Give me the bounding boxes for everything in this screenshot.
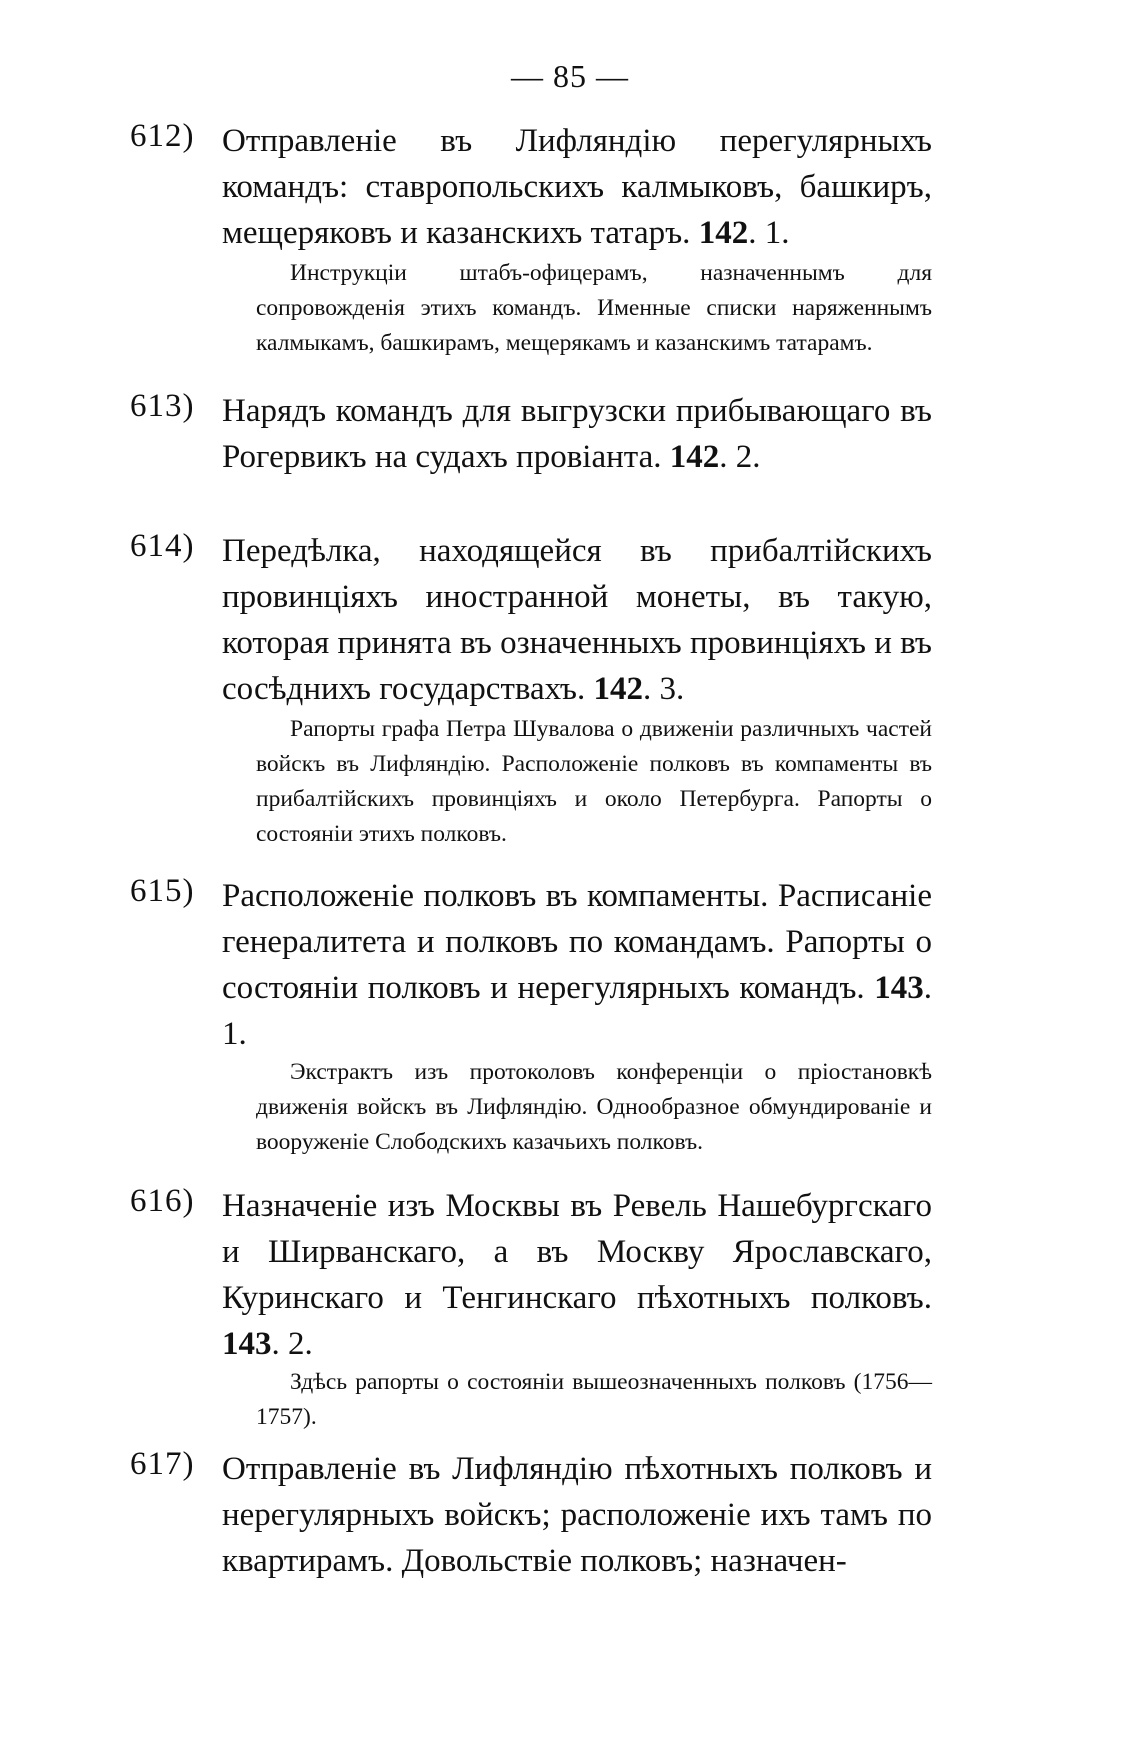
page-number: — 85 — [511,58,629,94]
entry-text: Отправленiе въ Лифляндiю пѣхотныхъ полковъ и нерегулярныхъ войскъ; расположенiе ихъ тамъ по квартирамъ. Довольствiе полковъ; назначен- [222,1451,932,1579]
archive-reference: 143 [874,970,924,1006]
entry-text: Отправленiе въ Лифляндiю перегулярныхъ командъ: ставропольскихъ калмыковъ, башкиръ, мещеряковъ и казанскихъ татаръ. 142. 1. [222,123,932,251]
entry-number: 612) [130,118,195,154]
archive-reference: 142 [698,215,749,251]
entry-number: 615) [130,873,195,909]
entry-note: Рапорты графа Петра Шувалова о движенiи различныхъ частей войскъ въ Лифляндiю. Расположенiе полковъ въ компаменты въ прибалтiйскихъ провинцiяхъ и около Петербурга. Рапорты о состоянiи этихъ полковъ. [256,716,932,847]
archive-reference: 142 [669,439,720,475]
entry-number: 613) [130,388,195,424]
entry-note: Инструкцiи штабъ-офицерамъ, назначеннымъ для сопровожденiя этихъ командъ. Именные списки наряженнымъ калмыкамъ, башкирамъ, мещерякамъ и казанскимъ татарамъ. [256,260,932,356]
entry-text: Расположенiе полковъ въ компаменты. Расписанiе генералитета и полковъ по командамъ. Рапорты о состоянiи полковъ и нерегулярныхъ командъ. 143. 1. [222,878,933,1052]
entry-number: 617) [130,1446,195,1482]
archive-reference: 142 [593,671,643,707]
entry-text: Назначенiе изъ Москвы въ Ревель Нашебургскаго и Ширванскаго, а въ Москву Ярославскаго, Куринскаго и Тенгинскаго пѣхотныхъ полковъ. 143. 2. [222,1188,932,1362]
entry-number: 614) [130,528,195,564]
entry-text: Нарядъ командъ для выгрузски прибывающаго въ Рогервикъ на судахъ провiанта. 142. 2. [222,393,932,475]
archive-reference: 143 [222,1326,272,1362]
entry-note: Экстрактъ изъ протоколовъ конференцiи о прiостановкѣ движенiя войскъ въ Лифляндiю. Однообразное обмундированiе и вооруженiе Слободскихъ казачьихъ полковъ. [256,1059,932,1155]
entry-note: Здѣсь рапорты о состоянiи вышеозначенныхъ полковъ (1756—1757). [256,1369,932,1430]
entry-number: 616) [130,1183,195,1219]
entry-text: Передѣлка, находящейся въ прибалтiйскихъ провинцiяхъ иностранной монеты, въ такую, которая принята въ означенныхъ провинцiяхъ и въ сосѣднихъ государствахъ. 142. 3. [222,533,932,707]
